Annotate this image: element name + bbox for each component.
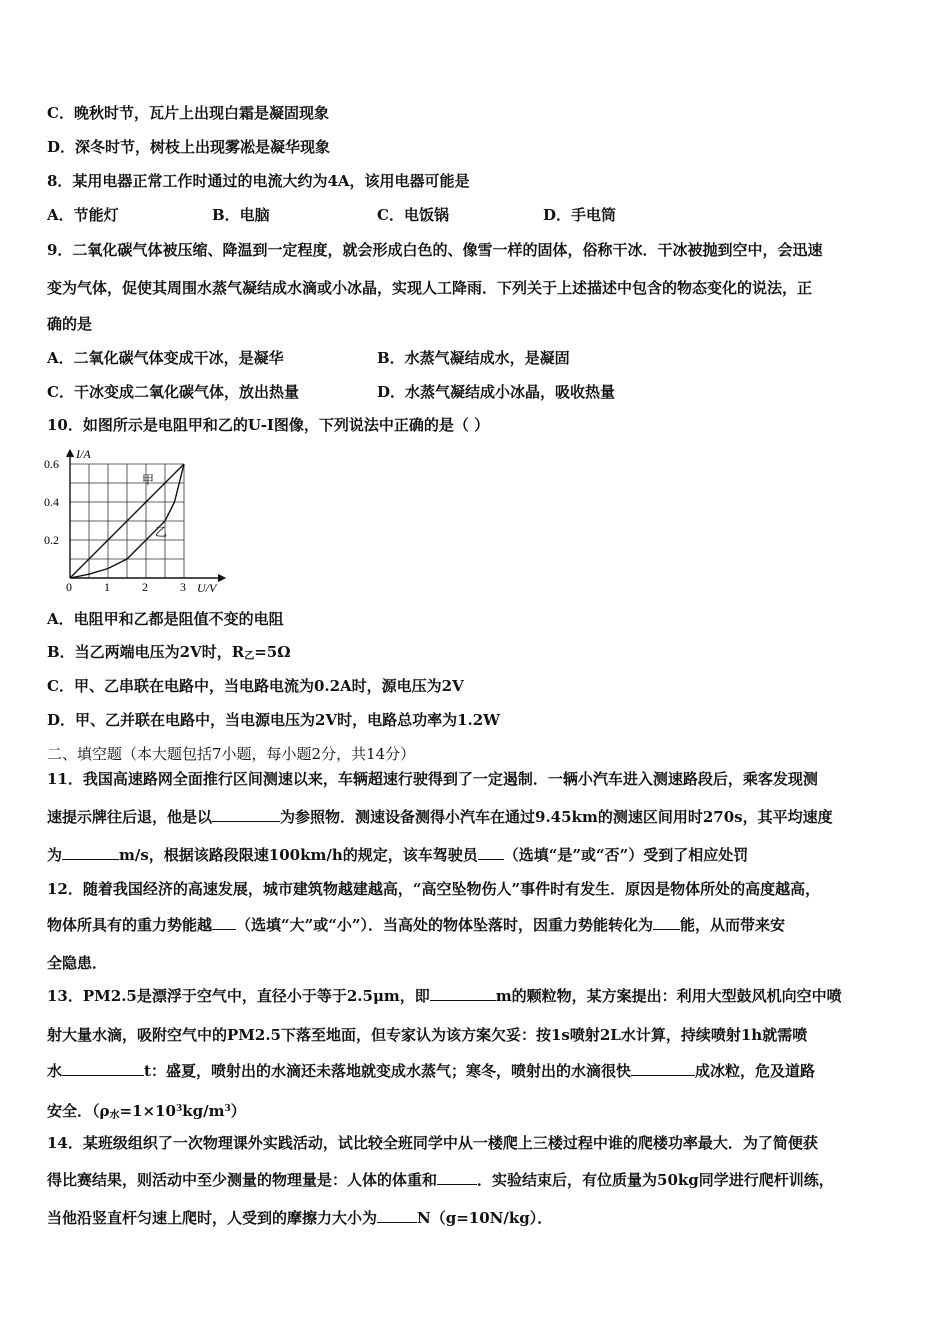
q8-option-d: D．手电筒 (543, 206, 617, 224)
q11-line2 (47, 807, 833, 827)
q13-line4-d: ） (230, 1102, 246, 1120)
section-2-heading: 二、填空题（本大题包括7小题，每小题2分，共14分） (47, 745, 416, 763)
y-tick-label: 0.2 (44, 533, 59, 547)
q9-stem-line2: 变为气体，促使其周围水蒸气凝结成水滴或小冰晶，实现人工降雨．下列关于上述描述中包含的物态变化的说法，正 (47, 279, 813, 297)
q14-blank-2[interactable] (377, 1208, 417, 1223)
q10-option-c: C．甲、乙串联在电路中，当电路电流为0.2A时，源电压为2V (47, 677, 464, 695)
x-tick-label: 1 (104, 580, 110, 594)
q13-line1 (47, 986, 842, 1006)
q8-option-b: B．电脑 (212, 206, 270, 224)
y-tick-label: 0.4 (44, 495, 59, 509)
q13-line4-b: =1×10 (119, 1102, 176, 1120)
q14-line3 (47, 1208, 552, 1228)
q13-line1-a: 13．PM2.5是漂浮于空气中，直径小于等于2.5μm，即 (47, 987, 430, 1005)
q13-line4-sub: 水 (109, 1110, 120, 1121)
q9-option-c: C．干冰变成二氧化碳气体，放出热量 (47, 383, 299, 401)
q12-line1: 12．随着我国经济的高速发展，城市建筑物越建越高，“高空坠物伤人”事件时有发生．原因是物体所处的高度越高， (47, 880, 821, 898)
q11-blank-3[interactable] (478, 845, 504, 860)
y-tick-label: 0.6 (44, 457, 59, 471)
q8-option-a: A．节能灯 (47, 206, 119, 224)
q13-line4-sup2: 3 (224, 1104, 231, 1114)
q13-line4-c: kg/m (182, 1102, 225, 1120)
q14-line1: 14．某班级组织了一次物理课外实践活动，试比较全班同学中从一楼爬上三楼过程中谁的爬楼功率最大．为了简便获 (47, 1134, 818, 1152)
q13-blank-2[interactable] (62, 1061, 144, 1076)
q13-blank-1[interactable] (430, 986, 496, 1001)
q12-blank-2[interactable] (653, 915, 680, 930)
q13-blank-3[interactable] (631, 1061, 695, 1076)
q10-option-b-post: =5Ω (254, 643, 291, 661)
q11-line2-a: 速提示牌往后退，他是以 (47, 808, 213, 826)
q10-option-a: A．电阻甲和乙都是阻值不变的电阻 (47, 610, 284, 628)
series-yi-label: 乙 (155, 525, 168, 539)
q14-blank-1[interactable] (437, 1170, 477, 1185)
q9-stem-line1: 9．二氧化碳气体被压缩、降温到一定程度，就会形成白色的、像雪一样的固体，俗称干冰．干冰被抛到空中，会迅速 (47, 241, 823, 259)
q9-option-b: B．水蒸气凝结成水，是凝固 (377, 349, 570, 367)
q13-line3-c: 成冰粒，危及道路 (694, 1062, 815, 1080)
q10-stem: 10．如图所示是电阻甲和乙的U-I图像，下列说法中正确的是（ ） (47, 416, 490, 434)
x-tick-label: 3 (180, 580, 186, 594)
q11-blank-2[interactable] (62, 845, 119, 860)
q12-line2-c: 能，从而带来安 (680, 916, 786, 934)
q10-option-b (47, 642, 291, 667)
q14-line3-a: 当他沿竖直杆匀速上爬时，人受到的摩擦力大小为 (47, 1209, 378, 1227)
q9-option-d: D．水蒸气凝结成小冰晶，吸收热量 (377, 383, 616, 401)
q11-line3 (47, 845, 748, 865)
q13-line4-sup: 3 (175, 1104, 183, 1114)
q14-line3-b: N（g=10N/kg）． (417, 1209, 553, 1227)
q10-option-b-sub: 乙 (244, 651, 255, 662)
x-axis-label: U/V (197, 581, 217, 595)
q11-line3-a: 为 (47, 846, 63, 864)
q13-line3-a: 水 (47, 1062, 63, 1080)
q11-line3-b: m/s，根据该路段限速100km/h的规定，该车驾驶员 (119, 846, 478, 864)
x-tick-label: 2 (142, 580, 148, 594)
q14-line2 (47, 1170, 834, 1190)
q14-line2-b: ．实验结束后，有位质量为50kg同学进行爬杆训练， (477, 1171, 834, 1189)
q11-line2-b: 为参照物．测速设备测得小汽车在通过9.45km的测速区间用时270s，其平均速度 (280, 808, 833, 826)
q13-line1-b: m的颗粒物，某方案提出：利用大型鼓风机向空中喷 (495, 987, 842, 1005)
x-tick-label: 0 (66, 580, 72, 594)
q12-line2 (47, 915, 785, 935)
q11-blank-1[interactable] (212, 807, 280, 822)
q8-option-c: C．电饭锅 (377, 206, 449, 224)
q9-option-a: A．二氧化碳气体变成干冰，是凝华 (47, 349, 284, 367)
q7-option-d: D．深冬时节，树枝上出现雾凇是凝华现象 (47, 138, 331, 156)
q13-line2: 射大量水滴，吸附空气中的PM2.5下落至地面，但专家认为该方案欠妥：按1s喷射2L水计算，持续喷射1h就需喷 (47, 1026, 808, 1044)
q11-line1: 11．我国高速路网全面推行区间测速以来，车辆超速行驶得到了一定遏制．一辆小汽车进入测速路段后，乘客发现测 (47, 770, 818, 788)
q11-line3-c: （选填“是”或“否”）受到了相应处罚 (503, 846, 749, 864)
q13-line3 (47, 1061, 815, 1081)
y-axis-label: I/A (76, 447, 91, 461)
q12-line2-a: 物体所具有的重力势能越 (47, 916, 213, 934)
q8-stem: 8．某用电器正常工作时通过的电流大约为4A，该用电器可能是 (47, 172, 470, 190)
q13-line3-b: t：盛夏，喷射出的水滴还未落地就变成水蒸气；寒冬，喷射出的水滴很快 (144, 1062, 631, 1080)
q12-line2-b: （选填“大”或“小”）．当高处的物体坠落时，因重力势能转化为 (236, 916, 654, 934)
q12-blank-1[interactable] (212, 915, 236, 930)
q13-line4 (47, 1099, 246, 1126)
ui-graph (40, 447, 230, 597)
q7-option-c: C．晚秋时节，瓦片上出现白霜是凝固现象 (47, 104, 329, 122)
q9-stem-line3: 确的是 (47, 315, 93, 333)
q10-option-b-pre: B．当乙两端电压为2V时，R (47, 643, 245, 661)
q12-line3: 全隐患． (47, 954, 108, 972)
q13-line4-a: 安全．（ρ (47, 1102, 110, 1120)
q14-line2-a: 得比赛结果，则活动中至少测量的物理量是：人体的体重和 (47, 1171, 438, 1189)
series-jia-label: 甲 (142, 473, 155, 487)
q10-option-d: D．甲、乙并联在电路中，当电源电压为2V时，电路总功率为1.2W (47, 711, 501, 729)
